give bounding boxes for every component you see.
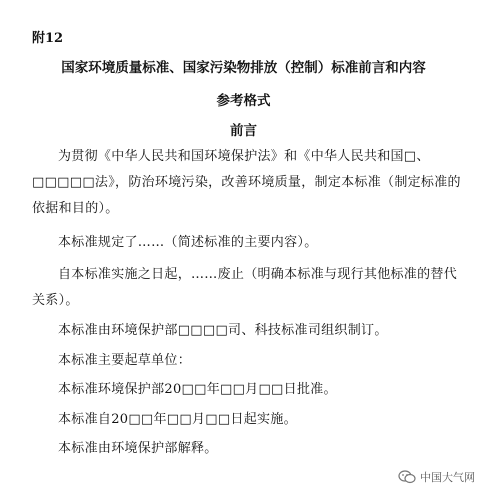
paragraph-drafting-unit: 本标准主要起草单位：: [58, 353, 192, 368]
watermark: [398, 469, 475, 485]
wechat-icon: [398, 470, 416, 484]
paragraph-content: 本标准规定了……（简述标准的主要内容）。: [58, 235, 318, 250]
paragraph-interpretation: 本标准由环境保护部解释。: [58, 441, 218, 456]
watermark-text: 中国大气网: [420, 471, 475, 484]
annex-label: 附12: [32, 31, 64, 46]
section-heading: 前言: [230, 123, 257, 139]
paragraph-purpose: 为贯彻《中华人民共和国环境保护法》和《中华人民共和国□、□□□□□法》，防治环境污染，改善环境质量，制定本标准（制定标准的依据和目的）。: [32, 149, 461, 216]
paragraph-replacement: 自本标准实施之日起，……废止（明确本标准与现行其他标准的替代关系）。: [32, 267, 458, 308]
document-subtitle: 参考格式: [216, 93, 271, 109]
document-title: 国家环境质量标准、国家污染物排放（控制）标准前言和内容: [61, 60, 426, 76]
paragraph-organizer: 本标准由环境保护部□□□□司、科技标准司组织制订。: [58, 323, 388, 338]
paragraph-effective-date: 本标准自20□□年□□月□□日起实施。: [58, 412, 297, 427]
paragraph-approval-date: 本标准环境保护部20□□年□□月□□日批准。: [58, 382, 337, 397]
